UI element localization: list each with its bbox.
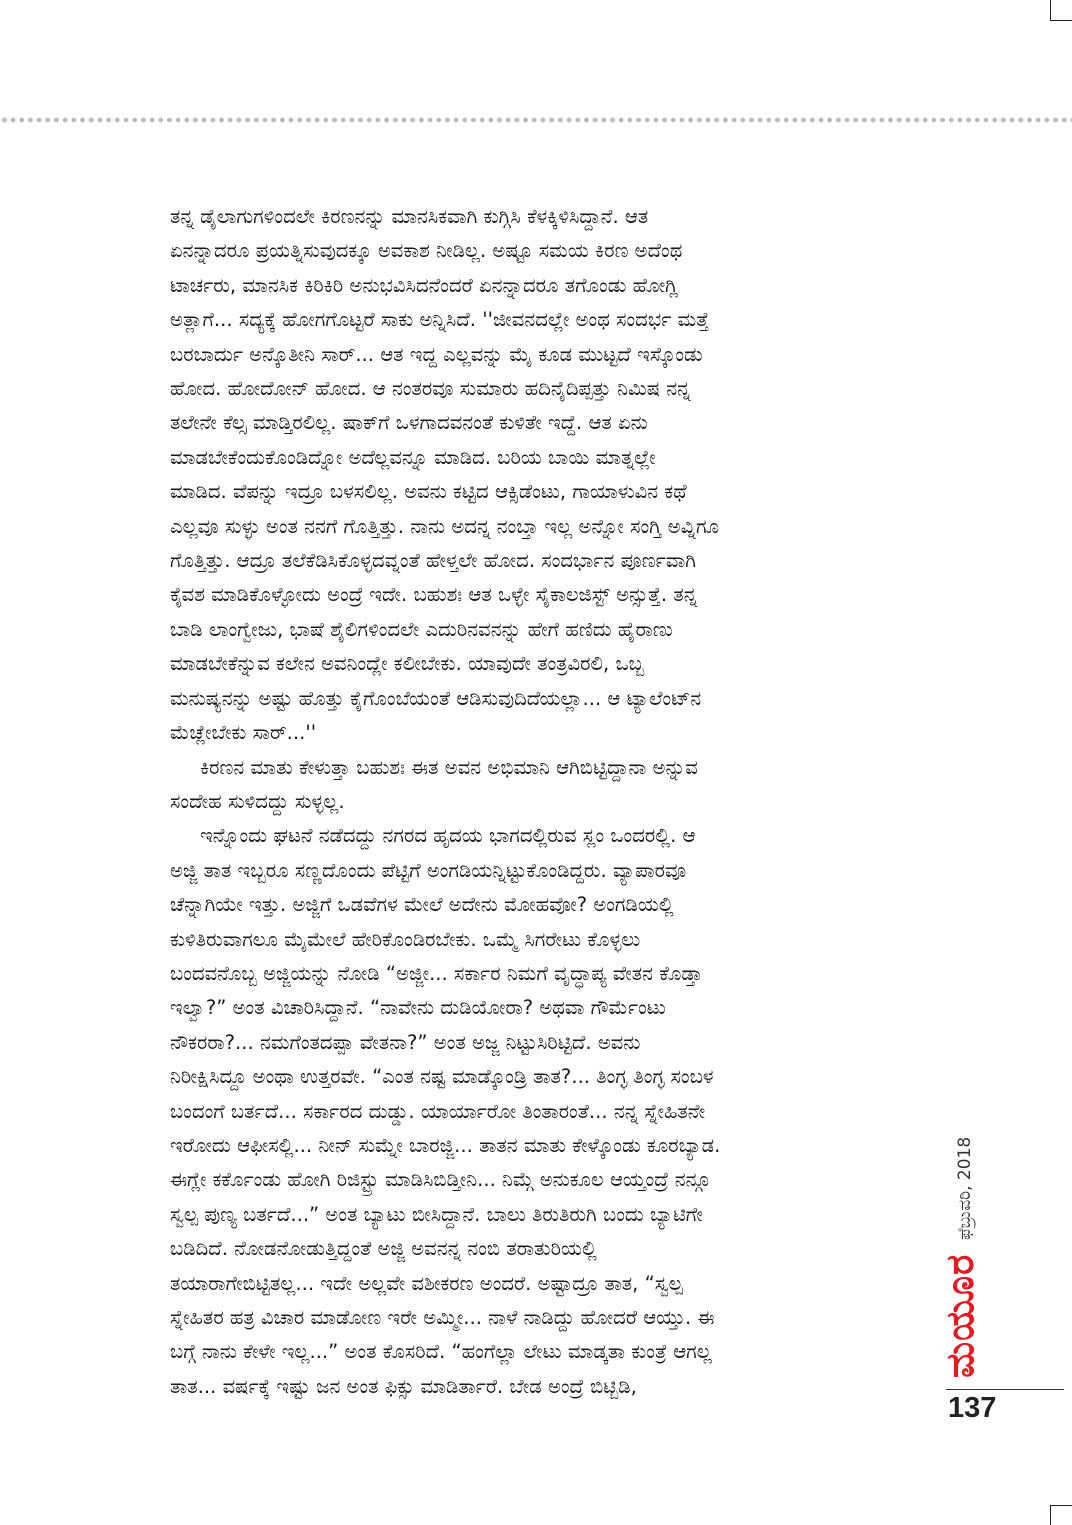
text-line: ತಾತ... ವರ್ಷಕ್ಕೆ ಇಷ್ಟು ಜನ ಅಂತ ಫಿಕ್ಸು ಮಾಡಿರ್ತಾರೆ. ಬೇಡ ಅಂದ್ರೆ ಬಿಟ್ಬಿಡಿ, [170,1374,637,1398]
text-line: ಮೆಚ್ಲೇಬೇಕು ಸಾರ್...'' [170,721,317,745]
article-body [170,200,922,1404]
text-line: ನಿರೀಕ್ಷಿಸಿದ್ದೂ ಅಂಥಾ ಉತ್ತರವೇ. “ಎಂತ ನಷ್ಟ ಮಾಡ್ಕೊಂಡ್ರಿ ತಾತ?... ತಿಂಗ್ಳ ತಿಂಗ್ಳ ಸಂಬಳ [170,1065,714,1089]
text-line: ಮಾಡಬೇಕೆಂದುಕೊಂಡಿದ್ನೋ ಅದೆಲ್ಲವನ್ನೂ ಮಾಡಿದ. ಬರಿಯ ಬಾಯಿ ಮಾತ್ನಲ್ಲೇ [170,445,656,469]
crop-mark-top [1050,0,1051,20]
text-line: ಅತ್ಲಾಗೆ... ಸದ್ಯಕ್ಕೆ ಹೋಗಗೊಟ್ಟರೆ ಸಾಕು ಅನ್ನಿಸಿದೆ. ''ಜೀವನದಲ್ಲೇ ಅಂಥ ಸಂದರ್ಭ ಮತ್ತೆ [170,308,710,332]
text-line: ನೌಕರರಾ?... ನಮಗೆಂತದಪ್ಪಾ ವೇತನಾ?” ಅಂತ ಅಜ್ಜ ನಿಟ್ಟುಸಿರಿಟ್ಟಿದೆ. ಅವನು [170,1030,641,1054]
crop-mark-top-horizontal [1050,20,1072,21]
text-line: ಮನುಷ್ಯನನ್ನು ಅಷ್ಟು ಹೊತ್ತು ಕೈಗೊಂಬೆಯಂತೆ ಆಡಿಸುವುದಿದೆಯಲ್ಲಾ... ಆ ಟ್ಯಾಲೆಂಟ್‌ನ [170,686,702,710]
text-line: ಬರಬಾರ್ದು ಅನ್ಕೊತೀನಿ ಸಾರ್... ಆತ ಇದ್ದ ಎಲ್ಲವನ್ನು ಮೈ ಕೂಡ ಮುಟ್ಟದೆ ಇಸ್ಕೊಂಡು [170,342,703,366]
text-line: ಕೈವಶ ಮಾಡಿಕೊಳ್ಳೋದು ಅಂದ್ರೆ ಇದೇ. ಬಹುಶಃ ಆತ ಒಳ್ಳೇ ಸೈಕಾಲಜಿಸ್ಟ್ ಅನ್ಸುತ್ತೆ. ತನ್ನ [170,583,698,607]
text-line: ಬಂದವನೊಬ್ಬ ಅಜ್ಜಿಯನ್ನು ನೋಡಿ “ಅಜ್ಜೀ... ಸರ್ಕಾರ ನಿಮಗೆ ವೃದ್ಧಾಪ್ಯ ವೇತನ ಕೊಡ್ತಾ [170,961,703,985]
text-line: ಅಜ್ಜಿ ತಾತ ಇಬ್ಬರೂ ಸಣ್ಣದೊಂದು ಪೆಟ್ಟಿಗೆ ಅಂಗಡಿಯನ್ನಿಟ್ಟುಕೊಂಡಿದ್ದರು. ವ್ಯಾಪಾರವೂ [170,858,687,882]
text-line: ಬಗ್ಗೆ ನಾನು ಕೇಳೇ ಇಲ್ಲ...” ಅಂತ ಕೊಸರಿದೆ. “ಹಂಗೆಲ್ಲಾ ಲೇಟು ಮಾಡ್ಕತಾ ಕುಂತ್ರೆ ಆಗಲ್ಲ [170,1340,712,1364]
text-line: ಈಗ್ಲೇ ಕರ್ಕೊಂಡು ಹೋಗಿ ರಿಜಿಸ್ಟ್ರು ಮಾಡಿಸಿಬಿಡ್ತೀನಿ... ನಿಮ್ಗೆ ಅನುಕೂಲ ಆಯ್ತಂದ್ರೆ ನನ್ಗೂ [170,1168,711,1192]
text-line: ಹೋದ. ಹೋದೋನ್ ಹೋದ. ಆ ನಂತರವೂ ಸುಮಾರು ಹದಿನೈದಿಪ್ಪತ್ತು ನಿಮಿಷ ನನ್ನ [170,377,691,401]
crop-mark-bottom-horizontal [1050,1505,1072,1506]
text-line: ಇಲ್ವಾ?” ಅಂತ ವಿಚಾರಿಸಿದ್ದಾನೆ. “ನಾವೇನು ದುಡಿಯೋರಾ? ಅಥವಾ ಗೌರ್ಮೆಂಟು [170,996,666,1020]
text-line: ತಯಾರಾಗೇಬಿಟ್ಟಿತಲ್ಲ... ಇದೇ ಅಲ್ಲವೇ ವಶೀಕರಣ ಅಂದರೆ. ಅಷ್ಟಾದ್ರೂ ತಾತ, “ಸ್ವಲ್ಪ [170,1271,683,1295]
text-line: ಸ್ನೇಹಿತರ ಹತ್ರ ವಿಚಾರ ಮಾಡೋಣ ಇರೇ ಅಮ್ಮೀ... ನಾಳೆ ನಾಡಿದ್ದು ಹೋದರೆ ಆಯ್ತು. ಈ [170,1306,715,1329]
crop-mark-bottom [1050,1505,1051,1525]
text-line: ಬಾಡಿ ಲಾಂಗ್ವೇಜು, ಭಾಷೆ ಶೈಲಿಗಳಿಂದಲೇ ಎದುರಿನವನನ್ನು ಹೇಗೆ ಹಣಿದು ಹೈರಾಣು [170,617,673,641]
page-number-rule [946,1389,1064,1390]
text-line: ತನ್ನ ಡೈಲಾಗುಗಳಿಂದಲೇ ಕಿರಣನನ್ನು ಮಾನಸಿಕವಾಗಿ ಕುಗ್ಗಿಸಿ ಕೆಳಕ್ಕಿಳಿಸಿದ್ದಾನೆ. ಆತ [170,205,649,228]
text-line: ಮಾಡಿದ. ವೆಪನ್ನು ಇದ್ರೂ ಬಳಸಲಿಲ್ಲ. ಅವನು ಕಟ್ಟಿದ ಆಕ್ಸಿಡೆಂಟು, ಗಾಯಾಳುವಿನ ಕಥೆ [170,480,687,504]
issue-date: ಫೆಬ್ರುವರಿ, 2018 [955,1136,975,1240]
text-line: ಇರೋದು ಆಫೀಸಲ್ಲಿ... ನೀನ್ ಸುಮ್ನೇ ಬಾರಜ್ಜಿ... ತಾತನ ಮಾತು ಕೇಳ್ಕೊಂಡು ಕೂರಬ್ಯಾಡ. [170,1133,721,1157]
text-line: ಮಾಡಬೇಕೆನ್ನುವ ಕಲೇನ ಅವನಿಂದ್ಲೇ ಕಲೀಬೇಕು. ಯಾವುದೇ ತಂತ್ರವಿರಲಿ, ಒಬ್ಬ [170,652,645,676]
text-line: ಏನನ್ನಾದರೂ ಪ್ರಯತ್ನಿಸುವುದಕ್ಕೂ ಅವಕಾಶ ನೀಡಿಲ್ಲ. ಅಷ್ಟೂ ಸಮಯ ಕಿರಣ ಅದೆಂಥ [170,239,683,263]
magazine-logo: ಮಯೂರ [938,1253,982,1378]
text-line: ಇನ್ನೊಂದು ಘಟನೆ ನಡೆದದ್ದು ನಗರದ ಹೃದಯ ಭಾಗದಲ್ಲಿರುವ ಸ್ಲಂ ಒಂದರಲ್ಲಿ. ಆ [200,824,696,848]
text-line: ಕಿರಣನ ಮಾತು ಕೇಳುತ್ತಾ ಬಹುಶಃ ಈತ ಅವನ ಅಭಿಮಾನಿ ಆಗಿಬಿಟ್ಟಿದ್ದಾನಾ ಅನ್ನುವ [200,755,698,779]
text-line: ತಲೇನೇ ಕೆಲ್ಸ ಮಾಡ್ತಿರಲಿಲ್ಲ. ಷಾಕ್‌ಗೆ ಒಳಗಾದವನಂತೆ ಕುಳಿತೇ ಇದ್ದೆ. ಆತ ಏನು [170,411,648,435]
page-number: 137 [948,1392,997,1424]
text-line: ಸಂದೇಹ ಸುಳಿದದ್ದು ಸುಳ್ಳಲ್ಲ. [170,789,345,813]
text-line: ಗೊತ್ತಿತ್ತು. ಆದ್ರೂ ತಲೆಕೆಡಿಸಿಕೊಳ್ಳದವ್ನಂತೆ ಹೇಳ್ತಲೇ ಹೋದ. ಸಂದರ್ಭಾನ ಪೂರ್ಣವಾಗಿ [170,549,696,573]
text-line: ಕುಳಿತಿರುವಾಗಲೂ ಮೈಮೇಲೆ ಹೇರಿಕೊಂಡಿರಬೇಕು. ಒಮ್ಮೆ ಸಿಗರೇಟು ಕೊಳ್ಳಲು [170,927,641,951]
text-line: ಎಲ್ಲವೂ ಸುಳ್ಳು ಅಂತ ನನಗೆ ಗೊತ್ತಿತ್ತು. ನಾನು ಅದನ್ನ ನಂಬ್ತಾ ಇಲ್ಲ ಅನ್ನೋ ಸಂಗ್ತಿ ಅವ್ನಿಗೂ [170,514,720,538]
text-line: ಸ್ವಲ್ಪ ಪುಣ್ಯ ಬರ್ತದೆ...” ಅಂತ ಬ್ಯಾಟು ಬೀಸಿದ್ದಾನೆ. ಬಾಲು ತಿರುತಿರುಗಿ ಬಂದು ಬ್ಯಾಟಿಗೇ [170,1202,703,1226]
text-line: ಬಡಿದಿದೆ. ನೋಡನೋಡುತ್ತಿದ್ದಂತೆ ಅಜ್ಜಿ ಅವನನ್ನ ನಂಬಿ ತರಾತುರಿಯಲ್ಲಿ [170,1237,597,1261]
text-line: ಚೆನ್ನಾಗಿಯೇ ಇತ್ತು. ಅಜ್ಜಿಗೆ ಒಡವೆಗಳ ಮೇಲೆ ಅದೇನು ಮೋಹವೋ? ಅಂಗಡಿಯಲ್ಲಿ [170,893,674,917]
dotted-divider [0,116,1072,124]
text-line: ಬಂದಂಗೆ ಬರ್ತದೆ... ಸರ್ಕಾರದ ದುಡ್ಡು. ಯಾರ್ಯಾರೋ ತಿಂತಾರಂತೆ... ನನ್ನ ಸ್ನೇಹಿತನೇ [170,1099,706,1123]
text-line: ಟಾರ್ಚರು, ಮಾನಸಿಕ ಕಿರಿಕಿರಿ ಅನುಭವಿಸಿದನೆಂದರೆ ಏನನ್ನಾದರೂ ತಗೊಂಡು ಹೋಗ್ಲಿ [170,273,679,297]
